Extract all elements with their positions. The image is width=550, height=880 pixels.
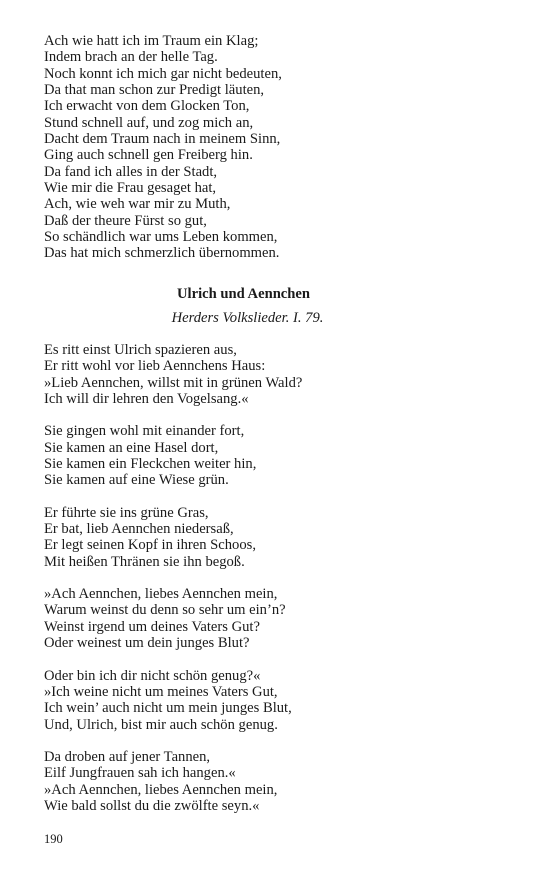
- verse-line: Und, Ulrich, bist mir auch schön genug.: [44, 716, 278, 733]
- verse-line: »Ach Aennchen, liebes Aennchen mein,: [44, 586, 278, 603]
- previous-poem-ending: [44, 33, 514, 262]
- verse-line: Wie bald sollst du die zwölfte seyn.«: [44, 797, 260, 814]
- verse-line: Ich wein’ auch nicht um mein junges Blut,: [44, 700, 292, 717]
- verse-line: Ach wie hatt ich im Traum ein Klag;: [44, 33, 259, 49]
- verse-line: Sie gingen wohl mit einander fort,: [44, 423, 245, 440]
- verse-line: Sie kamen auf eine Wiese grün.: [44, 472, 229, 489]
- verse-line: Das hat mich schmerzlich übernommen.: [44, 245, 280, 262]
- page-number: 190: [44, 832, 63, 846]
- verse-line: Oder weinest um dein junges Blut?: [44, 635, 250, 652]
- verse-line: Ich will dir lehren den Vogelsang.«: [44, 391, 249, 408]
- verse-line: Warum weinst du denn so sehr um ein’n?: [44, 602, 286, 619]
- verse-line: Er führte sie ins grüne Gras,: [44, 504, 209, 521]
- poem-title: Ulrich und Aennchen: [177, 286, 310, 302]
- verse-line: Er legt seinen Kopf in ihren Schoos,: [44, 537, 256, 554]
- stanza: [44, 668, 514, 733]
- verse-line: Ach, wie weh war mir zu Muth,: [44, 196, 231, 213]
- verse-line: Es ritt einst Ulrich spazieren aus,: [44, 342, 237, 358]
- verse-line: Da that man schon zur Predigt läuten,: [44, 82, 265, 99]
- verse-line: »Lieb Aennchen, willst mit in grünen Wald?: [44, 374, 303, 391]
- verse-line: Dacht dem Traum nach in meinem Sinn,: [44, 131, 281, 148]
- verse-line: Daß der theure Fürst so gut,: [44, 212, 207, 229]
- verse-line: »Ich weine nicht um meines Vaters Gut,: [44, 683, 278, 700]
- stanza: [44, 505, 514, 570]
- verse-line: Ich erwacht von dem Glocken Ton,: [44, 98, 250, 115]
- verse-line: So schändlich war ums Leben kommen,: [44, 229, 278, 246]
- stanza: [44, 33, 514, 262]
- verse-line: Stund schnell auf, und zog mich an,: [44, 114, 254, 131]
- stanza: [44, 423, 514, 488]
- verse-line: Mit heißen Thränen sie ihn begoß.: [44, 553, 245, 570]
- verse-line: Da fand ich alles in der Stadt,: [44, 163, 218, 180]
- verse-line: Weinst irgend um deines Vaters Gut?: [44, 618, 260, 635]
- poem-body: [44, 342, 514, 814]
- verse-line: Sie kamen an eine Hasel dort,: [44, 439, 219, 456]
- verse-line: Er bat, lieb Aennchen niedersaß,: [44, 521, 234, 538]
- stanza: [44, 586, 514, 651]
- verse-line: Da droben auf jener Tannen,: [44, 748, 211, 765]
- verse-line: Sie kamen ein Fleckchen weiter hin,: [44, 456, 257, 473]
- verse-line: Eilf Jungfrauen sah ich hangen.«: [44, 765, 236, 782]
- verse-line: Er ritt wohl vor lieb Aennchens Haus:: [44, 358, 266, 375]
- stanza: [44, 749, 514, 814]
- verse-line: Ging auch schnell gen Freiberg hin.: [44, 147, 253, 164]
- verse-line: »Ach Aennchen, liebes Aennchen mein,: [44, 781, 278, 798]
- stanza: [44, 342, 514, 407]
- verse-line: Wie mir die Frau gesaget hat,: [44, 180, 217, 197]
- poem-source: Herders Volkslieder. I. 79.: [171, 310, 324, 326]
- verse-line: Indem brach an der helle Tag.: [44, 49, 218, 66]
- verse-line: Oder bin ich dir nicht schön genug?«: [44, 667, 261, 684]
- verse-line: Noch konnt ich mich gar nicht bedeuten,: [44, 65, 282, 82]
